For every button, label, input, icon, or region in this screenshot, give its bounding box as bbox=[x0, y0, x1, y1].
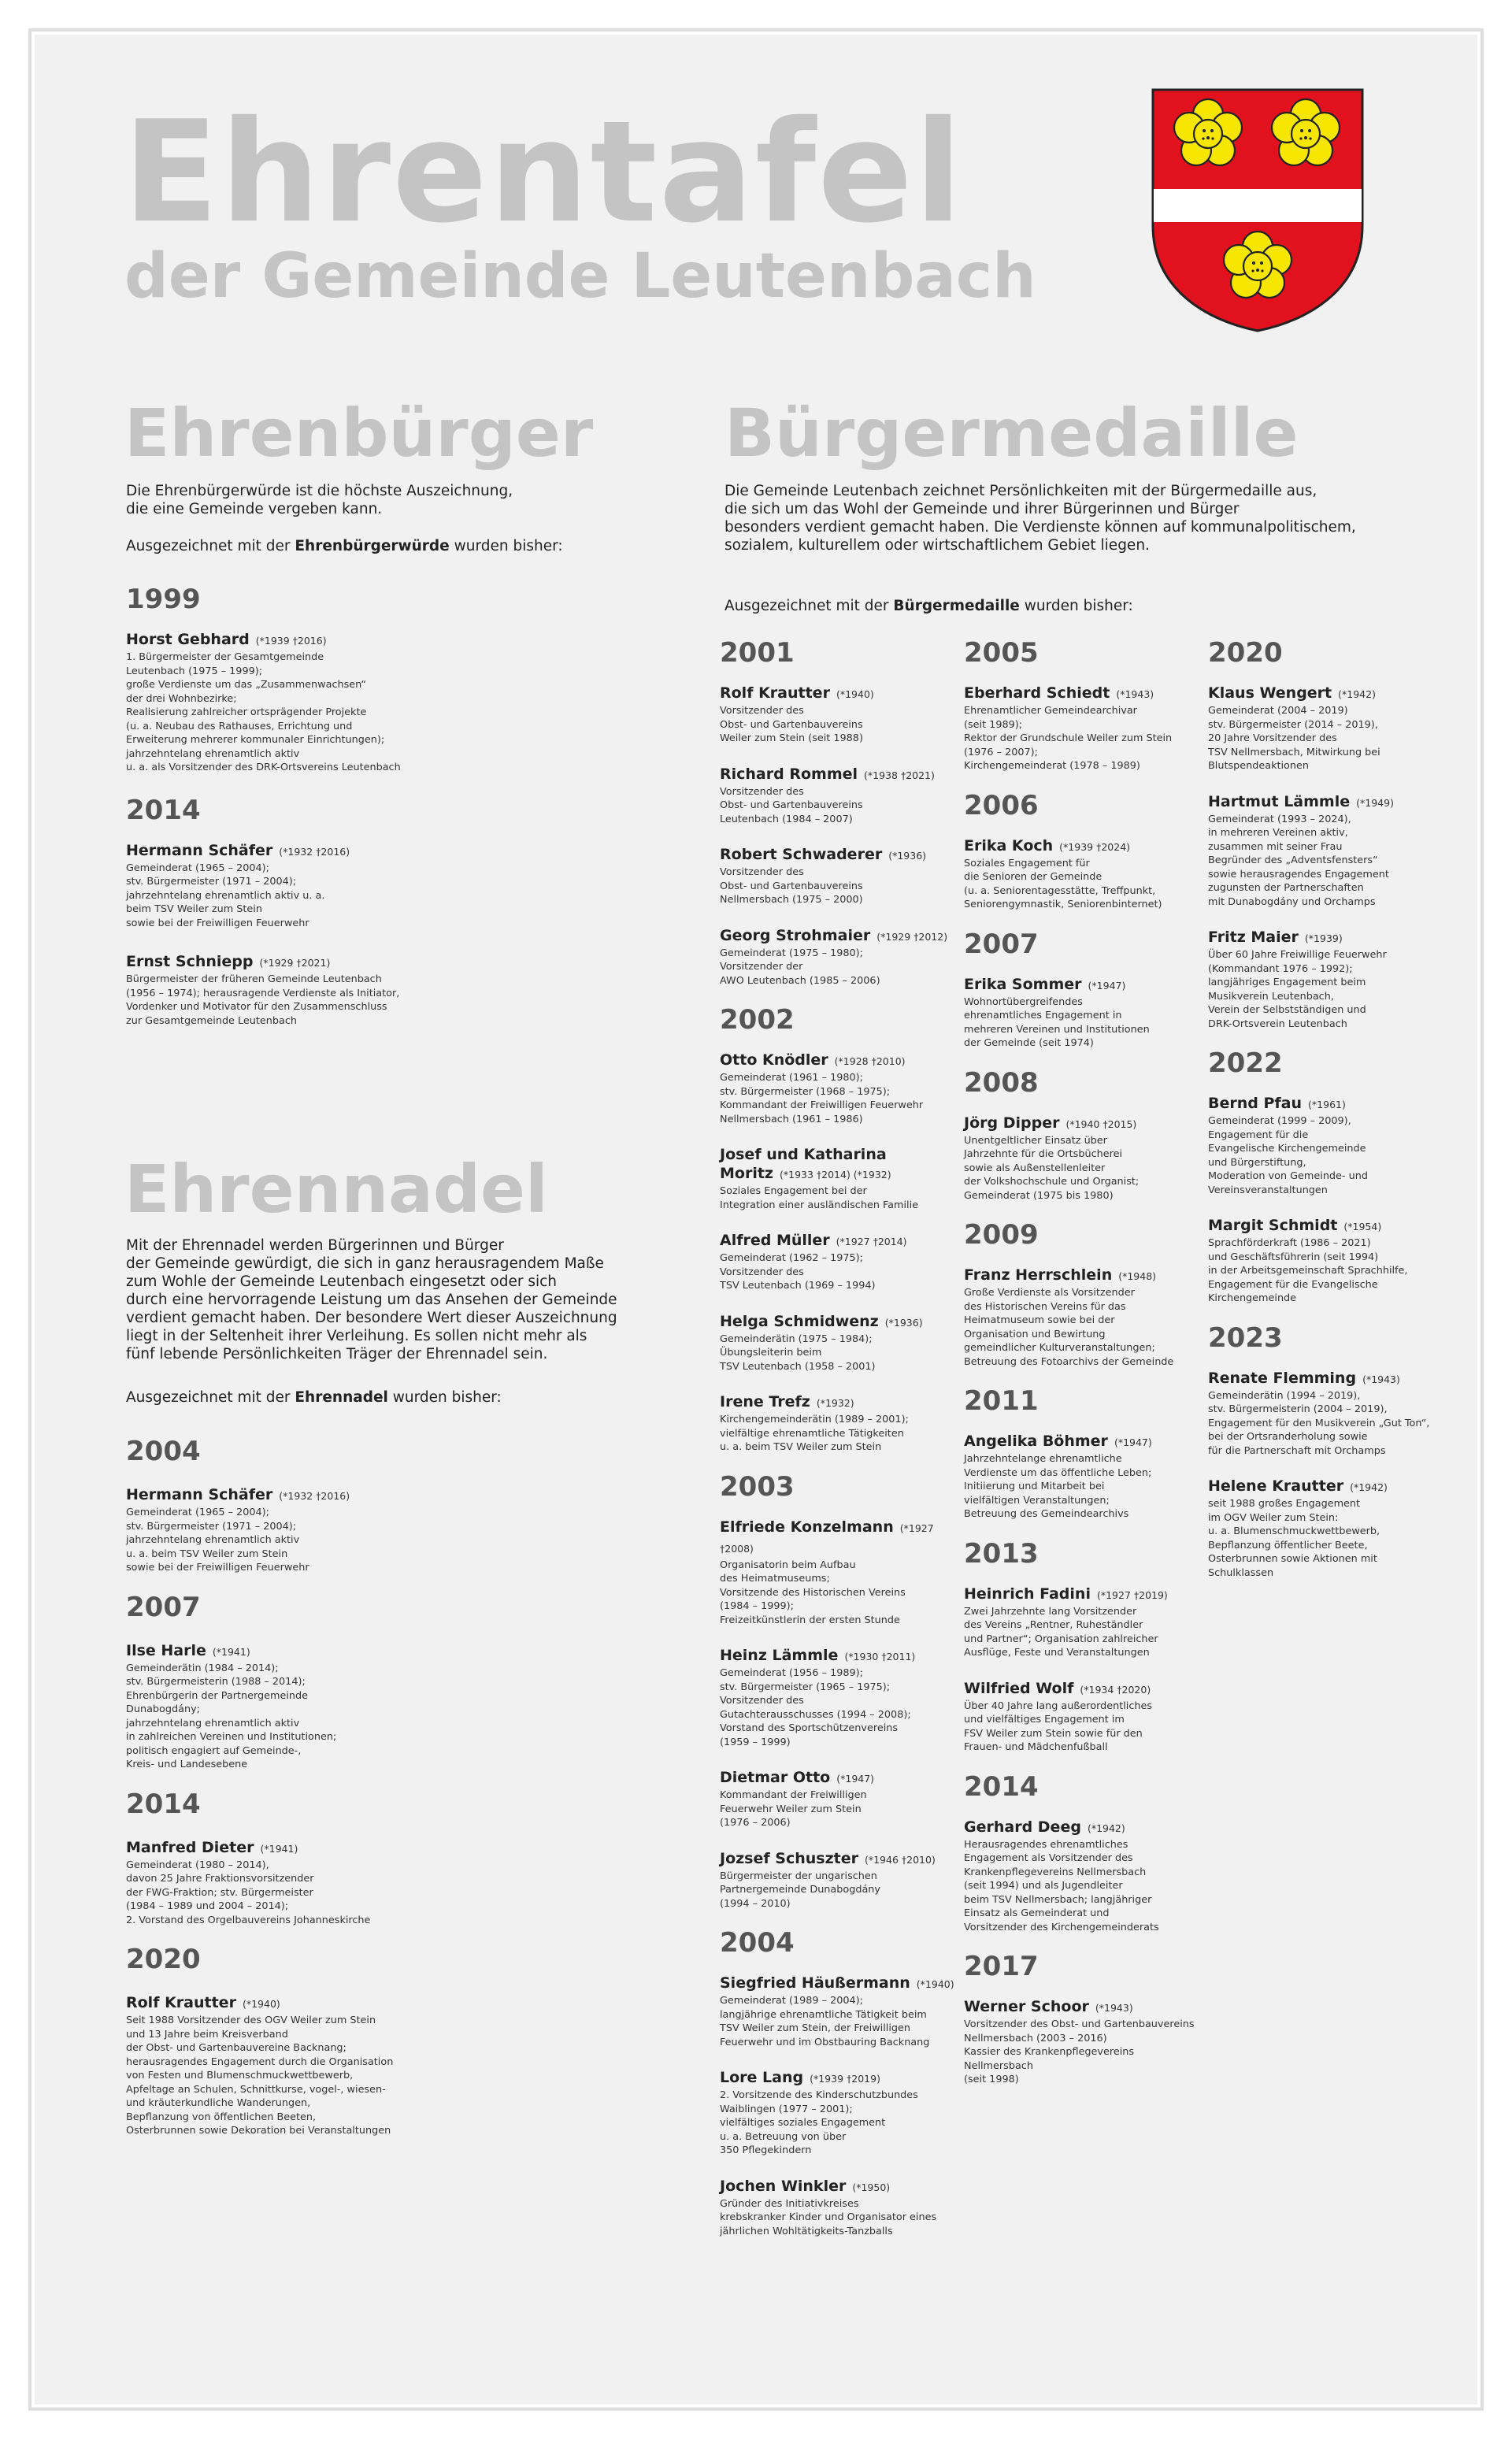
ehrenbuerger-list bbox=[126, 586, 598, 1050]
medaille-column-1 bbox=[720, 639, 956, 2257]
honoree-entry bbox=[964, 836, 1200, 912]
honoree-name-text: Josef und Katharina Moritz bbox=[720, 1146, 887, 1182]
honoree-name bbox=[964, 1818, 1200, 1838]
honoree-entry bbox=[1208, 1477, 1444, 1580]
honoree-name-text: Fritz Maier bbox=[1208, 929, 1299, 946]
buergermedaille-awarded-line: Ausgezeichnet mit der Bürgermedaille wurden bisher: bbox=[724, 598, 1133, 614]
honoree-description: Zwei Jahrzehnte lang Vorsitzender des Vereins „Rentner, Ruheständler und Partner“; Organisation zahlreicher Ausflüge, Feste und Veranstaltungen bbox=[964, 1605, 1158, 1659]
honoree-name-text: Georg Strohmaier bbox=[720, 926, 871, 944]
honoree-description: Vorsitzender des Obst- und Gartenbauvereins Leutenbach (1984 – 2007) bbox=[720, 785, 863, 825]
year-heading: 2003 bbox=[720, 1470, 795, 1503]
honoree-entry bbox=[964, 975, 1200, 1051]
year-group bbox=[964, 1066, 1200, 1203]
honoree-name bbox=[720, 1392, 956, 1413]
honoree-name-text: Erika Koch bbox=[964, 836, 1054, 854]
honoree-lifespan: (*1942) bbox=[1338, 688, 1376, 700]
honoree-lifespan: (*1932 †2016) bbox=[279, 1490, 350, 1502]
page-subtitle: der Gemeinde Leutenbach bbox=[124, 241, 1036, 312]
honoree-description: Sprachförderkraft (1986 – 2021) und Geschäftsführerin (seit 1994) in der Arbeitsgemeinschaft Sprachhilfe, Engagement für die Evangelische Kirchengemeinde bbox=[1208, 1237, 1408, 1304]
honoree-description: Kommandant der Freiwilligen Feuerwehr Weiler zum Stein (1976 – 2006) bbox=[720, 1789, 867, 1829]
year-heading: 2020 bbox=[1208, 637, 1283, 669]
year-heading: 2006 bbox=[964, 789, 1039, 821]
honoree-lifespan: (*1936) bbox=[888, 850, 927, 862]
honoree-description: Vorsitzender des Obst- und Gartenbauvereins Nellmersbach (2003 – 2016) Kassier des Krankenpflegevereins Nellmersbach (seit 1998) bbox=[964, 2018, 1195, 2085]
honoree-name bbox=[720, 765, 956, 785]
honoree-name-text: Werner Schoor bbox=[964, 1998, 1089, 2015]
medaille-column-2 bbox=[964, 639, 1200, 2106]
year-heading: 2022 bbox=[1208, 1047, 1283, 1079]
year-heading: 2011 bbox=[964, 1385, 1039, 1417]
honoree-name-text: Gerhard Deeg bbox=[964, 1818, 1081, 1836]
honoree-lifespan: (*1949) bbox=[1356, 796, 1394, 809]
honoree-lifespan: (*1939 †2024) bbox=[1059, 840, 1131, 853]
honoree-name bbox=[1208, 1216, 1444, 1236]
honoree-description: Gemeinderätin (1975 – 1984); Übungsleiterin beim TSV Leutenbach (1958 – 2001) bbox=[720, 1333, 876, 1373]
honoree-description: 2. Vorsitzende des Kinderschutzbundes Waiblingen (1977 – 2001); vielfältiges soziales Engagement u. a. Betreuung von über 350 Pflegekindern bbox=[720, 2089, 918, 2156]
honoree-name bbox=[964, 684, 1200, 704]
honoree-entry bbox=[1208, 1094, 1444, 1197]
honoree-name bbox=[964, 1997, 1200, 2018]
honoree-name bbox=[964, 1114, 1200, 1134]
year-group bbox=[720, 639, 956, 988]
honoree-lifespan: (*1954) bbox=[1343, 1221, 1382, 1232]
honoree-lifespan: (*1948) bbox=[1118, 1270, 1157, 1282]
honoree-entry bbox=[720, 926, 956, 988]
honoree-description: Über 40 Jahre lang außerordentliches und vielfältiges Engagement im FSV Weiler zum Stein sowie für den Frauen- und Mädchenfußball bbox=[964, 1700, 1153, 1753]
year-heading: 2008 bbox=[964, 1066, 1039, 1099]
honoree-name bbox=[720, 2177, 956, 2197]
honoree-description: Große Verdienste als Vorsitzender des Historischen Vereins für das Heimatmuseum sowie bei der Organisation und Bewirtung gemeindlicher Kulturveranstaltungen; Betreuung des Fotoarchivs der Gemeinde bbox=[964, 1287, 1174, 1368]
honoree-lifespan: (*1943) bbox=[1362, 1373, 1400, 1385]
honoree-name-text: Ilse Harle bbox=[126, 1641, 206, 1659]
honoree-entry bbox=[720, 1312, 956, 1374]
year-group bbox=[1208, 1047, 1444, 1306]
honoree-name bbox=[964, 1266, 1200, 1286]
year-heading: 2017 bbox=[964, 1951, 1039, 1982]
honoree-name-text: Margit Schmidt bbox=[1208, 1217, 1338, 1234]
honoree-entry bbox=[720, 1646, 956, 1749]
year-group bbox=[126, 1438, 598, 1575]
honoree-description: Gemeinderat (1999 – 2009), Engagement für die Evangelische Kirchengemeinde und Bürgerstiftung, Moderation von Gemeinde- und Vereinsveranstaltungen bbox=[1208, 1115, 1368, 1196]
honoree-name bbox=[964, 1432, 1200, 1452]
year-group bbox=[126, 1591, 598, 1772]
year-heading: 2002 bbox=[720, 1004, 795, 1036]
ehrenbuerger-awarded-line: Ausgezeichnet mit der Ehrenbürgerwürde wurden bisher: bbox=[126, 538, 563, 554]
honoree-name-text: Lore Lang bbox=[720, 2069, 804, 2086]
honoree-description: Über 60 Jahre Freiwillige Feuerwehr (Kommandant 1976 – 1992); langjähriges Engagement beim Musikverein Leutenbach, Verein der Selbstständigen und DRK-Ortsverein Leutenbach bbox=[1208, 949, 1387, 1030]
honoree-lifespan: (*1947) bbox=[836, 1773, 875, 1785]
honoree-name-text: Otto Knödler bbox=[720, 1051, 828, 1069]
honoree-description: Gemeinderat (1975 – 1980); Vorsitzender der AWO Leutenbach (1985 – 2006) bbox=[720, 947, 880, 987]
honoree-name-text: Richard Rommel bbox=[720, 765, 858, 783]
buergermedaille-intro: Die Gemeinde Leutenbach zeichnet Persönlichkeiten mit der Bürgermedaille aus, die sich um das Wohl der Gemeinde und ihrer Bürgerinnen und Bürger besonders verdient gemacht haben. Die Verdienste können auf kommunalpolitischem, sozialem, kulturellem oder wirtschaftlichem Gebiet liegen. bbox=[724, 483, 1356, 554]
honoree-lifespan: (*1933 †2014) (*1932) bbox=[779, 1169, 891, 1181]
honoree-lifespan: (*1928 †2010) bbox=[834, 1055, 906, 1067]
year-heading: 2004 bbox=[720, 1927, 795, 1959]
honoree-lifespan: (*1929 †2012) bbox=[876, 930, 948, 943]
honoree-name bbox=[1208, 928, 1444, 948]
year-heading: 2005 bbox=[964, 637, 1039, 669]
year-heading: 2007 bbox=[964, 928, 1039, 960]
honoree-entry bbox=[720, 1974, 956, 2049]
year-heading: 2007 bbox=[126, 1591, 201, 1623]
honoree-entry bbox=[964, 1997, 1200, 2087]
honoree-description: Jahrzehntelange ehrenamtliche Verdienste um das öffentliche Leben; Initiierung und Mitarbeit bei vielfältigen Veranstaltungen; Betreuung des Gemeindearchivs bbox=[964, 1453, 1152, 1520]
honoree-name bbox=[720, 1145, 956, 1184]
honoree-lifespan: (*1927 †2008) bbox=[720, 1522, 934, 1555]
honoree-lifespan: (*1936) bbox=[884, 1316, 923, 1329]
honoree-description: Bürgermeister der früheren Gemeinde Leutenbach (1956 – 1974); herausragende Verdienste als Initiator, Vordenker und Motivator für den Zusammenschluss zur Gesamtgemeinde Leutenbach bbox=[126, 973, 400, 1027]
honoree-name-text: Manfred Dieter bbox=[126, 1838, 254, 1856]
honoree-entry bbox=[720, 684, 956, 746]
honoree-name bbox=[964, 1585, 1200, 1605]
honoree-description: Bürgermeister der ungarischen Partnergemeinde Dunabogdány (1994 – 2010) bbox=[720, 1870, 880, 1910]
year-group bbox=[126, 1946, 598, 2138]
honoree-lifespan: (*1932 †2016) bbox=[279, 845, 350, 858]
honoree-description: Vorsitzender des Obst- und Gartenbauvereins Nellmersbach (1975 – 2000) bbox=[720, 866, 863, 906]
honoree-name-text: Siegfried Häußermann bbox=[720, 1974, 910, 1992]
ehrennadel-intro: Mit der Ehrennadel werden Bürgerinnen und Bürger der Gemeinde gewürdigt, die sich in ganz herausragendem Maße zum Wohle der Gemeinde Leutenbach eingesetzt oder sich durch eine hervorragende Leistung um das Ansehen der Gemeinde verdient gemacht haben. Der besondere Wert dieser Auszeichnung liegt in der Seltenheit ihrer Verleihung. Es sollen nicht mehr als fünf lebende Persönlichkeiten Träger der Ehrennadel sein. bbox=[126, 1237, 617, 1362]
year-group bbox=[720, 1006, 956, 1455]
honoree-lifespan: (*1930 †2011) bbox=[844, 1651, 916, 1662]
honoree-entry bbox=[1208, 1216, 1444, 1306]
honoree-entry bbox=[126, 1641, 583, 1772]
year-group bbox=[964, 1770, 1200, 1935]
honoree-name-text: Erika Sommer bbox=[964, 975, 1082, 993]
honoree-entry bbox=[126, 841, 583, 931]
honoree-description: seit 1988 großes Engagement im OGV Weiler zum Stein: u. a. Blumenschmuckwettbewerb, Bepflanzung öffentlicher Beete, Osterbrunnen sowie Aktionen mit Schulklassen bbox=[1208, 1498, 1380, 1579]
honoree-description: Unentgeltlicher Einsatz über Jahrzehnte für die Ortsbücherei sowie als Außenstellenleiter der Volkshochschule und Organist; Gemeinderat (1975 bis 1980) bbox=[964, 1134, 1140, 1202]
honoree-name bbox=[720, 1646, 956, 1666]
buergermedaille-title: Bürgermedaille bbox=[724, 395, 1299, 472]
year-group bbox=[964, 1953, 1200, 2087]
honoree-entry bbox=[1208, 792, 1444, 910]
honoree-entry bbox=[720, 1849, 956, 1911]
ehrennadel-title: Ehrennadel bbox=[124, 1151, 548, 1228]
honoree-name bbox=[720, 1849, 956, 1870]
year-heading: 2014 bbox=[126, 1788, 201, 1820]
honoree-name bbox=[1208, 1477, 1444, 1497]
honoree-lifespan: (*1943) bbox=[1095, 2002, 1133, 2014]
year-group bbox=[720, 1470, 956, 1911]
honoree-lifespan: (*1929 †2021) bbox=[259, 957, 331, 969]
year-group bbox=[720, 1929, 956, 2238]
honoree-entry bbox=[720, 1768, 956, 1830]
honoree-name-text: Alfred Müller bbox=[720, 1232, 830, 1249]
honoree-name bbox=[720, 1518, 956, 1559]
honoree-lifespan: (*1943) bbox=[1116, 688, 1154, 700]
honoree-description: Seit 1988 Vorsitzender des OGV Weiler zum Stein und 13 Jahre beim Kreisverband der Obst- und Gartenbauvereine Backnang; herausragendes Engagement durch die Organisation von Festen und Blumenschmuckwettbewerb, Apfeltage an Schulen, Schnittkurse, vogel-, wiesen- und kräuterkundliche Wanderungen, Bepflanzung von öffentlichen Beeten, Osterbrunnen sowie Dekoration bei Veranstaltungen bbox=[126, 2015, 394, 2137]
honoree-name-text: Jörg Dipper bbox=[964, 1114, 1060, 1132]
year-heading: 2009 bbox=[964, 1219, 1039, 1251]
year-group bbox=[964, 1221, 1200, 1369]
honoree-description: Ehrenamtlicher Gemeindearchivar (seit 1989); Rektor der Grundschule Weiler zum Stein (1976 – 2007); Kirchengemeinderat (1978 – 1989) bbox=[964, 705, 1173, 772]
honoree-name-text: Franz Herrschlein bbox=[964, 1266, 1113, 1284]
year-group bbox=[126, 1788, 598, 1928]
honoree-name bbox=[1208, 1094, 1444, 1114]
honoree-lifespan: (*1961) bbox=[1308, 1099, 1346, 1110]
honoree-name-text: Helene Krautter bbox=[1208, 1477, 1344, 1495]
honoree-description: Gemeinderätin (1984 – 2014); stv. Bürgermeisterin (1988 – 2014); Ehrenbürgerin der Partnergemeinde Dunabogdány; jahrzehntelang ehrenamtlich aktiv in zahlreichen Vereinen und Institutionen; politisch engagiert auf Gemeinde-, Kreis- und Landesebene bbox=[126, 1662, 337, 1770]
year-heading: 1999 bbox=[126, 584, 201, 615]
honoree-entry bbox=[964, 1114, 1200, 1203]
ehrenbuerger-title: Ehrenbürger bbox=[124, 395, 594, 472]
honoree-name-text: Heinrich Fadini bbox=[964, 1585, 1091, 1603]
honoree-name bbox=[720, 926, 956, 947]
honoree-lifespan: (*1934 †2020) bbox=[1080, 1683, 1151, 1696]
year-heading: 2020 bbox=[126, 1944, 201, 1975]
year-group bbox=[964, 928, 1200, 1051]
honoree-name bbox=[1208, 1369, 1444, 1389]
honoree-entry bbox=[720, 1392, 956, 1455]
honoree-name bbox=[720, 1768, 956, 1788]
honoree-entry bbox=[964, 1585, 1200, 1660]
honoree-lifespan: (*1946 †2010) bbox=[864, 1853, 936, 1866]
honoree-lifespan: (*1941) bbox=[212, 1645, 250, 1658]
honoree-name-text: Rolf Krautter bbox=[720, 684, 830, 702]
honoree-name-text: Horst Gebhard bbox=[126, 631, 250, 648]
year-group bbox=[964, 789, 1200, 912]
honoree-name bbox=[126, 630, 583, 651]
honoree-name bbox=[126, 952, 583, 973]
honoree-name-text: Wilfried Wolf bbox=[964, 1679, 1074, 1697]
honoree-entry bbox=[964, 1432, 1200, 1522]
honoree-entry bbox=[126, 1838, 583, 1928]
honoree-name bbox=[126, 1993, 583, 2014]
honoree-name bbox=[720, 1051, 956, 1071]
honoree-name bbox=[1208, 792, 1444, 813]
honoree-description: Organisatorin beim Aufbau des Heimatmuseums; Vorsitzende des Historischen Vereins (1984 – 1999); Freizeitkünstlerin der ersten Stunde bbox=[720, 1559, 906, 1626]
year-group bbox=[964, 639, 1200, 773]
year-heading: 2023 bbox=[1208, 1321, 1283, 1354]
honoree-entry bbox=[964, 1818, 1200, 1935]
honoree-name bbox=[720, 2068, 956, 2089]
honoree-lifespan: (*1950) bbox=[852, 2181, 891, 2193]
honoree-name bbox=[720, 1231, 956, 1251]
medaille-column-3 bbox=[1208, 639, 1444, 1599]
year-heading: 2013 bbox=[964, 1537, 1039, 1570]
honoree-name bbox=[126, 1838, 583, 1859]
honoree-entry bbox=[1208, 928, 1444, 1031]
honoree-lifespan: (*1942) bbox=[1087, 1822, 1125, 1834]
coat-of-arms bbox=[1151, 88, 1364, 332]
honoree-entry bbox=[126, 1485, 583, 1575]
honoree-description: Gemeinderat (1993 – 2024), in mehreren Vereinen aktiv, zusammen mit seiner Frau Begründer des „Adventsfensters“ sowie herausragendes Engagement zugunsten der Partnerschaften mit Dunabogdány und Orchamps bbox=[1208, 813, 1389, 908]
honoree-name bbox=[720, 1312, 956, 1333]
honoree-name-text: Dietmar Otto bbox=[720, 1769, 831, 1786]
honoree-lifespan: (*1942) bbox=[1350, 1481, 1388, 1493]
honoree-name bbox=[964, 836, 1200, 857]
honoree-entry bbox=[720, 1051, 956, 1126]
honoree-lifespan: (*1939 †2016) bbox=[255, 635, 327, 647]
year-group bbox=[126, 586, 598, 775]
honoree-entry bbox=[720, 1145, 956, 1212]
honoree-description: Gemeinderätin (1994 – 2019), stv. Bürgermeisterin (2004 – 2019), Engagement für den Musikverein „Gut Ton“, bei der Ortsranderholung sowie für die Partnerschaft mit Orchamps bbox=[1208, 1389, 1430, 1457]
year-heading: 2014 bbox=[126, 794, 201, 826]
honoree-name-text: Jochen Winkler bbox=[720, 2177, 847, 2195]
honoree-name bbox=[720, 1974, 956, 1994]
honoree-entry bbox=[126, 952, 583, 1028]
honoree-description: Gemeinderat (1965 – 2004); stv. Bürgermeister (1971 – 2004); jahrzehntelang ehrenamtlich aktiv u. a. beim TSV Weiler zum Stein sowie bei der Freiwilligen Feuerwehr bbox=[126, 862, 325, 929]
honoree-description: Vorsitzender des Obst- und Gartenbauvereins Weiler zum Stein (seit 1988) bbox=[720, 705, 863, 744]
honoree-name bbox=[126, 841, 583, 862]
honoree-description: Gemeinderat (1989 – 2004); langjährige ehrenamtliche Tätigkeit beim TSV Weiler zum Stein, der Freiwilligen Feuerwehr und im Obstbauring Backnang bbox=[720, 1995, 930, 2048]
honoree-name bbox=[964, 1679, 1200, 1700]
honoree-entry bbox=[720, 2177, 956, 2239]
year-group bbox=[964, 1385, 1200, 1522]
honoree-entry bbox=[720, 1518, 956, 1628]
honoree-name-text: Heinz Lämmle bbox=[720, 1647, 839, 1664]
honoree-name-text: Jozsef Schuszter bbox=[720, 1849, 858, 1867]
honoree-lifespan: (*1927 †2019) bbox=[1096, 1588, 1168, 1601]
honoree-entry bbox=[1208, 684, 1444, 773]
honoree-description: Gemeinderat (1980 – 2014), davon 25 Jahre Fraktionsvorsitzender der FWG-Fraktion; stv. Bürgermeister (1984 – 1989 und 2004 – 2014); 2. Vorstand des Orgelbauvereins Johanneskirche bbox=[126, 1859, 371, 1926]
honoree-name bbox=[964, 975, 1200, 995]
year-heading: 2004 bbox=[126, 1436, 201, 1467]
honoree-description: Gemeinderat (1965 – 2004); stv. Bürgermeister (1971 – 2004); jahrzehntelang ehrenamtlich aktiv u. a. beim TSV Weiler zum Stein sowie bei der Freiwilligen Feuerwehr bbox=[126, 1507, 309, 1573]
honoree-lifespan: (*1939) bbox=[1304, 932, 1343, 944]
year-heading: 2001 bbox=[720, 637, 795, 669]
honoree-name-text: Hartmut Lämmle bbox=[1208, 792, 1351, 810]
honoree-name-text: Ernst Schniepp bbox=[126, 953, 254, 970]
honoree-name bbox=[126, 1485, 583, 1506]
honoree-description: 1. Bürgermeister der Gesamtgemeinde Leutenbach (1975 – 1999); große Verdienste um das „Zusammenwachsen“ der drei Wohnbezirke; Realisierung zahlreicher ortsprägender Projekte (u. a. Neubau des Rathauses, Errichtung und Erweiterung mehrerer kommunaler Einrichtungen); jahrzehntelang ehrenamtlich aktiv u. a. als Vorsitzender des DRK-Ortsvereins Leutenbach bbox=[126, 651, 401, 773]
honoree-description: Wohnortübergreifendes ehrenamtliches Engagement in mehreren Vereinen und Institutionen der Gemeinde (seit 1974) bbox=[964, 995, 1150, 1049]
honoree-name-text: Rolf Krautter bbox=[126, 1994, 236, 2011]
honoree-lifespan: (*1940) bbox=[916, 1978, 954, 1990]
year-group bbox=[964, 1537, 1200, 1755]
year-group bbox=[1208, 639, 1444, 1031]
honoree-description: Kirchengemeinderätin (1989 – 2001); vielfältige ehrenamtliche Tätigkeiten u. a. beim TSV Weiler zum Stein bbox=[720, 1414, 909, 1453]
honoree-description: Gemeinderat (1962 – 1975); Vorsitzender des TSV Leutenbach (1969 – 1994) bbox=[720, 1252, 876, 1292]
honoree-lifespan: (*1927 †2014) bbox=[836, 1236, 907, 1247]
honoree-name-text: Klaus Wengert bbox=[1208, 684, 1332, 702]
year-group bbox=[126, 794, 598, 1029]
honoree-name bbox=[126, 1641, 583, 1662]
honoree-description: Soziales Engagement bei der Integration einer ausländischen Familie bbox=[720, 1185, 919, 1211]
honoree-lifespan: (*1947) bbox=[1114, 1436, 1152, 1448]
honoree-name bbox=[1208, 684, 1444, 704]
honoree-description: Gemeinderat (1956 – 1989); stv. Bürgermeister (1965 – 1975); Vorsitzender des Gutachterausschusses (1994 – 2008); Vorstand des Sportschützenvereins (1959 – 1999) bbox=[720, 1667, 911, 1748]
honoree-entry bbox=[720, 2068, 956, 2158]
honoree-name bbox=[720, 684, 956, 704]
honoree-entry bbox=[964, 1266, 1200, 1369]
honoree-entry bbox=[126, 630, 583, 775]
ehrennadel-awarded-line: Ausgezeichnet mit der Ehrennadel wurden bisher: bbox=[126, 1389, 502, 1406]
honoree-name-text: Elfriede Konzelmann bbox=[720, 1518, 894, 1536]
honoree-lifespan: (*1947) bbox=[1088, 979, 1126, 992]
honoree-lifespan: (*1939 †2019) bbox=[810, 2073, 880, 2085]
honoree-entry bbox=[720, 845, 956, 907]
honoree-lifespan: (*1940) bbox=[242, 1998, 280, 2010]
honoree-name-text: Irene Trefz bbox=[720, 1393, 810, 1410]
honoree-description: Herausragendes ehrenamtliches Engagement als Vorsitzender des Krankenpflegevereins Nellmersbach (seit 1994) und als Jugendleiter beim TSV Nellmersbach; langjähriger Einsatz als Gemeinderat und Vorsitzender des Kirchengemeinderats bbox=[964, 1838, 1159, 1933]
honoree-description: Gemeinderat (2004 – 2019) stv. Bürgermeister (2014 – 2019), 20 Jahre Vorsitzender des TSV Nellmersbach, Mitwirkung bei Blutspendeaktionen bbox=[1208, 705, 1380, 772]
honoree-lifespan: (*1940) bbox=[836, 688, 874, 700]
page-title: Ehrentafel bbox=[123, 91, 964, 254]
honoree-name-text: Hermann Schäfer bbox=[126, 1486, 273, 1503]
honoree-description: Gründer des Initiativkreises krebskranker Kinder und Organisator eines jährlichen Wohltätigkeits-Tanzballs bbox=[720, 2197, 937, 2237]
honoree-name-text: Helga Schmidwenz bbox=[720, 1312, 879, 1330]
honoree-description: Soziales Engagement für die Senioren der Gemeinde (u. a. Seniorentagesstätte, Treffpunkt, Seniorengymnastik, Seniorenbinternet) bbox=[964, 857, 1162, 910]
ehrennadel-list bbox=[126, 1438, 598, 2157]
honoree-entry bbox=[1208, 1369, 1444, 1459]
honoree-name-text: Hermann Schäfer bbox=[126, 841, 273, 859]
honoree-entry bbox=[964, 684, 1200, 773]
ehrenbuerger-intro: Die Ehrenbürgerwürde ist die höchste Auszeichnung, die eine Gemeinde vergeben kann. bbox=[126, 483, 513, 517]
honoree-lifespan: (*1940 †2015) bbox=[1065, 1118, 1137, 1130]
honoree-lifespan: (*1941) bbox=[260, 1842, 298, 1855]
honoree-name-text: Bernd Pfau bbox=[1208, 1095, 1303, 1112]
honoree-description: Gemeinderat (1961 – 1980); stv. Bürgermeister (1968 – 1975); Kommandant der Freiwilligen Feuerwehr Nellmersbach (1961 – 1986) bbox=[720, 1072, 924, 1125]
honoree-name-text: Eberhard Schiedt bbox=[964, 684, 1110, 702]
honoree-name bbox=[720, 845, 956, 866]
honoree-lifespan: (*1932) bbox=[816, 1397, 854, 1409]
honoree-name-text: Renate Flemming bbox=[1208, 1369, 1357, 1387]
honoree-entry bbox=[720, 1231, 956, 1293]
honoree-lifespan: (*1938 †2021) bbox=[864, 769, 935, 781]
honoree-entry bbox=[126, 1993, 583, 2138]
honoree-name-text: Robert Schwaderer bbox=[720, 846, 883, 863]
year-group bbox=[1208, 1321, 1444, 1581]
shield-white-band bbox=[1154, 189, 1362, 222]
year-heading: 2014 bbox=[964, 1770, 1039, 1803]
honoree-entry bbox=[720, 765, 956, 827]
honoree-name-text: Angelika Böhmer bbox=[964, 1433, 1108, 1450]
honoree-entry bbox=[964, 1679, 1200, 1755]
